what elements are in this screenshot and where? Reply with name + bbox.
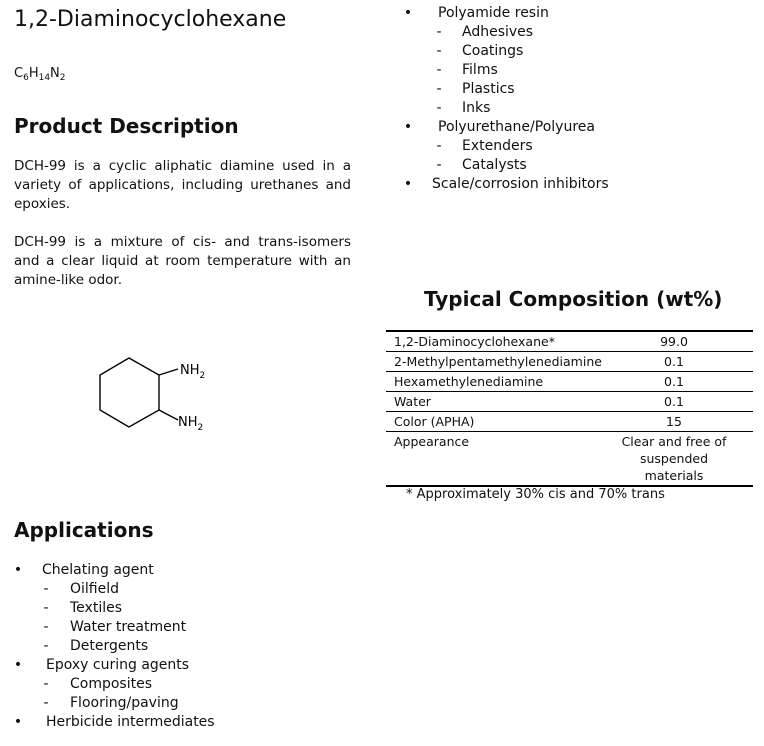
sub-list-item: - Water treatment [43,619,187,635]
bullet: • [403,176,413,192]
sub-list-item: - Oilfield [43,581,120,597]
table-row [386,432,753,487]
cyclohexane-ring [100,358,159,427]
list-item: • Epoxy curing agents - Composites - Flooring/paving [10,656,370,713]
chemical-structure-diagram [96,350,226,440]
component-value: 99.0 [660,334,688,349]
bullet: • [13,657,23,673]
list-item: • Chelating agent - Oilfield - Textiles - Water treatment - Detergents [10,561,370,656]
list-item: • Polyamide resin - Adhesives - Coatings - Films - Plastics - Inks [406,4,736,118]
sub-list-item: - Adhesives [436,24,534,40]
table-row [386,331,753,352]
sub-list-item: - Films [436,62,498,78]
sub-list-item: - Catalysts [436,157,527,173]
component-value: 0.1 [609,372,753,392]
sub-list-item: - Flooring/paving [43,695,179,711]
bullet: • [13,562,23,578]
component-name: Color (APHA) [386,412,609,432]
molecular-formula: $C_6H_{14}N_2$ [14,66,66,83]
sub-list-item: - Detergents [43,638,149,654]
product-description-heading: Product Description [14,114,239,138]
amine-label-bottom: $NH_2$ [178,415,204,433]
component-name: Appearance [386,432,609,487]
composition-heading: Typical Composition (wt%) [424,287,723,311]
description-paragraph: DCH-99 is a mixture of cis- and trans-isomers and a clear liquid at room temperature with an amine-like odor. [14,234,351,288]
component-value: 0.1 [609,392,753,412]
table-row [386,412,753,432]
applications-heading: Applications [14,518,154,542]
amine-bond-top [159,369,178,375]
sub-list-item: - Plastics [436,81,515,97]
sub-list-item: - Coatings [436,43,524,59]
application-list-right [403,4,736,194]
component-value: Clear and free of suspended materials [609,432,753,487]
bullet: • [403,119,413,135]
component-name: Water [386,392,609,412]
list-item: • Scale/corrosion inhibitors [406,175,736,194]
table-row [386,392,753,412]
list-item: • Herbicide intermediates [10,713,370,732]
description-paragraph: DCH-99 is a cyclic aliphatic diamine used in a variety of applications, including urethanes and epoxies. [14,158,351,212]
sub-list-item: - Composites [43,676,153,692]
table-row [386,372,753,392]
sub-list-item: - Textiles [43,600,123,616]
bullet: • [403,5,413,21]
component-value: 0.1 [609,352,753,372]
component-name: Hexamethylenediamine [386,372,609,392]
composition-footnote: * Approximately 30% cis and 70% trans [406,487,665,502]
table-row [386,352,753,372]
component-name: 1,2-Diaminocyclohexane* [394,334,555,349]
list-item: • Polyurethane/Polyurea - Extenders - Catalysts [406,118,736,175]
amine-bond-bottom [159,410,178,420]
amine-label-top: $NH_2$ [180,363,206,381]
application-list [10,561,370,732]
sub-list-item: - Inks [436,100,491,116]
component-name: 2-Methylpentamethylenediamine [386,352,609,372]
sub-list-item: - Extenders [436,138,533,154]
product-name: 1,2-Diaminocyclohexane [14,7,287,32]
composition-table [386,330,753,487]
bullet: • [13,714,23,730]
component-value: 15 [609,412,753,432]
